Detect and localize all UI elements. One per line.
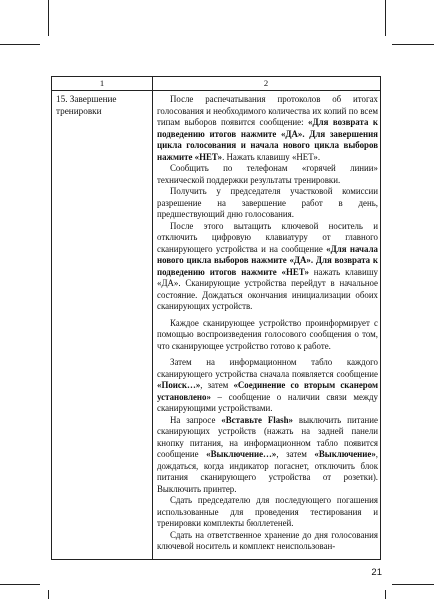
bold-message-text: «Выключение» [314, 449, 376, 459]
paragraph-text: . Нажать клавишу «НЕТ». [222, 151, 321, 162]
paragraph-text: На запросе [170, 414, 222, 425]
bold-message-text: «Выключение…» [206, 449, 277, 459]
paragraph-text: Сдать председателю для последующего погашения использованные для проведения тестирования и тренировки комплекты бюллетеней. [157, 495, 378, 528]
instruction-table [51, 76, 381, 560]
paragraph-text: Получить у председателя участковой комиссии разрешение на завершение работ в день, предшествующий дню голосования. [157, 186, 378, 219]
bold-message-text: «Вставьте Flash» [221, 414, 293, 425]
bold-message-text: «Для начала нового цикла выборов нажмите «ДА». Для возврата к подведению итогов нажмите «НЕТ» [157, 243, 378, 277]
paragraph-text: , дождаться, когда индикатор погаснет, отключить блок питания сканирующего устройства от розетки). Выключить принтер. [157, 449, 378, 494]
column-header: 2 [263, 78, 269, 88]
bold-message-text: «Соединение со вторым сканером установлено» [157, 380, 379, 402]
bold-message-text: «Поиск…» [157, 380, 201, 390]
paragraph-text: – сообщение о наличии связи между сканирующими устройствами. [157, 391, 378, 413]
paragraph [157, 318, 378, 353]
paragraph-text: Каждое сканирующее устройство проинформирует с помощью воспроизведения голосового сообщения о том, что сканирующее устройство готово к работе. [157, 317, 378, 351]
crop-mark [0, 584, 40, 585]
instruction-text [157, 94, 378, 553]
paragraph-text: нажать клавишу «ДА». Сканирующие устройства перейдут в начальное состояние. Дождаться окончания инициализации обоих сканирующих устройств. [157, 266, 378, 311]
crop-mark [48, 590, 49, 599]
crop-mark [48, 0, 49, 36]
paragraph [157, 186, 378, 221]
paragraph-text: После распечатывания протоколов об итогах голосования и необходимого количества их копий по всем типам выборов появится сообщение: [157, 94, 378, 127]
crop-mark [385, 590, 386, 599]
paragraph-text: Затем на информационном табло каждого сканирующего устройства сначала появляется сообщение [157, 357, 378, 379]
column-header: 1 [99, 78, 105, 88]
crop-mark [385, 0, 386, 36]
crop-mark [0, 44, 40, 45]
paragraph-text: После этого вытащить ключевой носитель и отключить цифровую клавиатуру от главного сканирующего устройства и на сообщение [157, 220, 378, 254]
paragraph-text: , затем [200, 380, 234, 390]
paragraph [157, 357, 378, 415]
paragraph-text: Сообщить по телефонам «горячей линии» технической поддержки результаты тренировки. [157, 163, 378, 185]
crop-mark [392, 44, 434, 45]
table-header-row [52, 77, 380, 91]
paragraph [157, 530, 378, 553]
crop-mark [392, 584, 434, 585]
paragraph [157, 495, 378, 530]
paragraph [157, 415, 378, 496]
stage-label: 15. Завершение тренировки [56, 94, 117, 116]
column-divider [152, 77, 153, 559]
paragraph-text: Сдать на ответственное хранение до дня голосования ключевой носитель и комплект неиспользован- [157, 529, 378, 551]
paragraph-text: выключить питание сканирующих устройств (нажать на задней панели кнопку питания, на информационном табло появится сообщение [157, 414, 378, 459]
page-number: 21 [371, 567, 382, 578]
paragraph [157, 94, 378, 163]
bold-message-text: «Для возврата к подведению итогов нажмите «ДА». Для завершения цикла голосования и начала нового цикла выборов нажмите «НЕТ» [157, 117, 378, 162]
paragraph [157, 221, 378, 313]
paragraph-text: , затем [276, 449, 315, 459]
paragraph [157, 163, 378, 186]
